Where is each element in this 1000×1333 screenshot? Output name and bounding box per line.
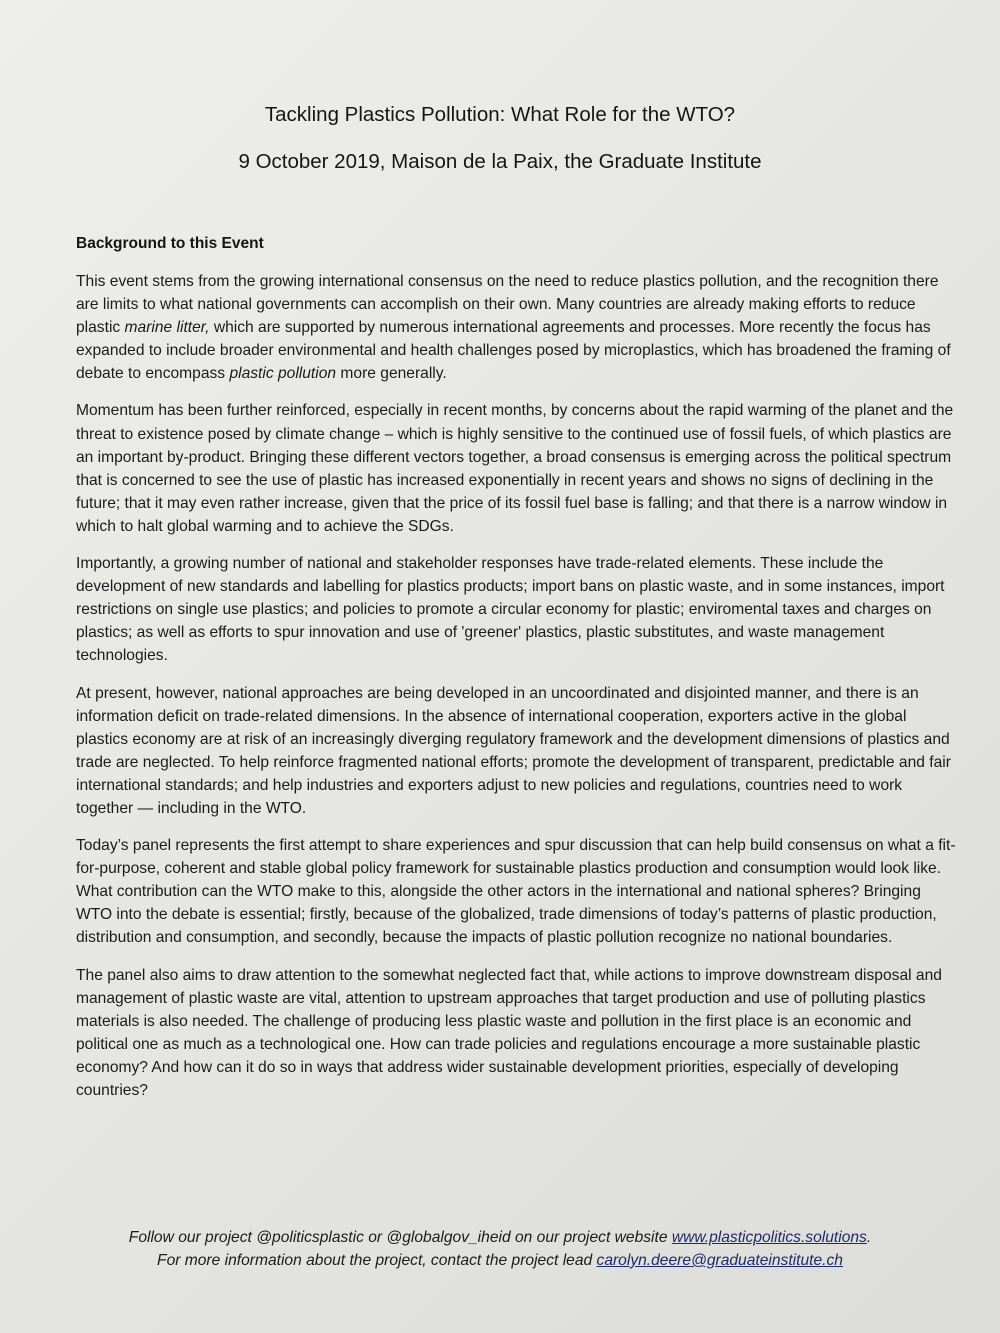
paragraph-1-part-2: which are supported by numerous international agreements and processes. More recently the focus has expanded to include broader environmental and health challenges posed by microplastics, which has broadened the framing of debate to encompass [76,319,951,383]
section-heading: Background to this Event [76,235,264,252]
paragraph-1-italic-2: plastic pollution [229,365,337,383]
paragraph-4: At present, however, national approaches are being developed in an uncoordinated and disjointed manner, and there is an information deficit on trade-related dimensions. In the absence of international cooperation, exporters active in the global plastics economy are at risk of an increasingly diverging regulatory framework and the development dimensions of plastics and trade are neglected. To help reinforce fragmented national efforts; promote the development of transparent, predictable and fair international standards; and help industries and exporters adjust to new policies and regulations, countries need to work together — including in the WTO. [76,684,951,817]
email-link[interactable]: carolyn.deere@graduateinstitute.ch [596,1252,843,1269]
paragraph-1-italic-1: marine litter, [124,319,210,337]
paragraph-2: Momentum has been further reinforced, especially in recent months, by concerns about the rapid warming of the planet and the threat to existence posed by climate change – which is highly sensitive to the continued use of fossil fuels, of which plastics are an important by-product. Bringing these different vectors together, a broad consensus is emerging across the political spectrum that is concerned to see the use of plastic has increased exponentially in recent years and shows no signs of declining in the future; that it may even rather increase, given that the price of its fossil fuel base is falling; and that there is a narrow window in which to halt global warming and to achieve the SDGs. [76,402,954,535]
paragraph-3: Importantly, a growing number of national and stakeholder responses have trade-related elements. These include the development of new standards and labelling for plastics products; import bans on plastic waste, and in some instances, import restrictions on single use plastics; and policies to promote a circular economy for plastic; enviromental taxes and charges on plastics; as well as efforts to spur innovation and use of 'greener' plastics, plastic substitutes, and waste management technologies. [76,555,945,665]
footer-follow-text: Follow our project @politicsplastic or @globalgov_iheid on our project website [128,1229,672,1246]
footer [0,1226,1000,1272]
footer-line-2 [0,1249,1000,1272]
document-subtitle: 9 October 2019, Maison de la Paix, the Graduate Institute [238,150,762,173]
paragraph-6: The panel also aims to draw attention to the somewhat neglected fact that, while actions to improve downstream disposal and management of plastic waste are vital, attention to upstream approaches that target production and use of polluting plastics materials is also needed. The challenge of producing less plastic waste and pollution in the first place is an economic and political one as much as a technological one. How can trade policies and regulations encourage a more sustainable plastic economy? And how can it do so in ways that address wider sustainable development priorities, especially of developing countries? [76,966,942,1099]
footer-line-1-suffix: . [866,1229,872,1246]
paragraph-5: Today’s panel represents the first attempt to share experiences and spur discussion that can help build consensus on what a fit-for-purpose, coherent and stable global policy framework for sustainable plastics production and consumption would look like. What contribution can the WTO make to this, alongside the other actors in the international and national spheres? Bringing WTO into the debate is essential; firstly, because of the globalized, trade dimensions of today’s patterns of plastic production, distribution and consumption, and secondly, because the impacts of plastic pollution recognize no national boundaries. [76,837,956,947]
body-text [76,270,956,1116]
footer-line-1 [0,1226,1000,1249]
website-link[interactable]: www.plasticpolitics.solutions [671,1229,867,1246]
paragraph-1-part-1: This event stems from the growing international consensus on the need to reduce plastics pollution, and the recognition there are limits to what national governments can accomplish on their own. Many countries are already making efforts to reduce plastic [76,273,939,337]
footer-contact-text: For more information about the project, contact the project lead [157,1252,597,1269]
paragraph-1-part-3: more generally. [336,365,447,383]
paragraph-1 [76,270,956,385]
document-title: Tackling Plastics Pollution: What Role for the WTO? [264,103,736,126]
